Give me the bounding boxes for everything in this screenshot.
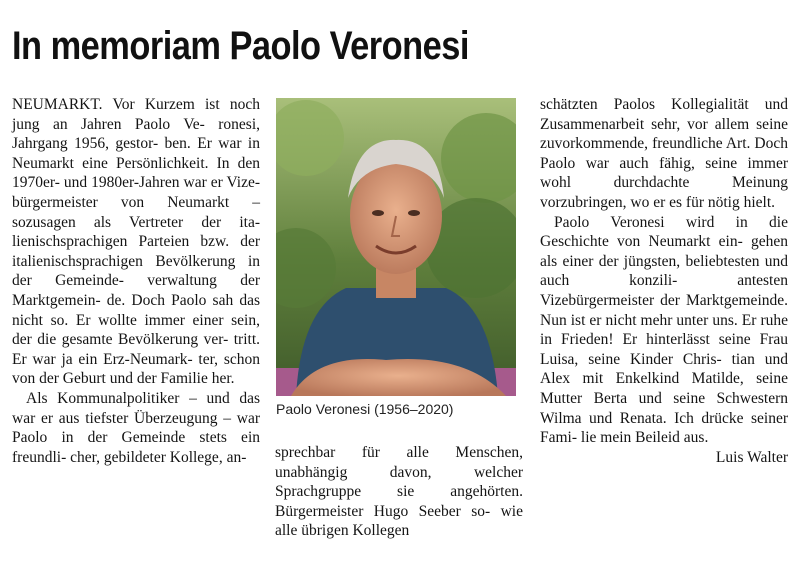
photo-caption: Paolo Veronesi (1956–2020) bbox=[276, 401, 454, 417]
article-paragraph: sprechbar für alle Menschen, unabhängig davon, welcher Sprachgruppe sie angehörten. Bürgermeister Hugo Seeber so- wie alle übrigen Kollegen bbox=[275, 444, 523, 540]
article-paragraph: Als Kommunalpolitiker – und das war er aus tiefster Überzeugung – war Paolo in der Gemeinde stets ein freundli- cher, gebildeter Kollege, an- bbox=[12, 389, 260, 466]
portrait-photo-illustration bbox=[276, 98, 516, 396]
article-headline: In memoriam Paolo Veronesi bbox=[12, 24, 469, 68]
portrait-photo bbox=[276, 98, 516, 396]
article-paragraph: Paolo Veronesi wird in die Geschichte von Neumarkt ein- gehen als einer der jüngsten, beliebtesten und auch konzili- antesten Vizebürgermeister der Marktgemeinde. Nun ist er nicht mehr unter uns. Er ruhe in Frieden! Er hinterlässt seine Frau Luisa, seine Kinder Chris- tian und Alex mit Enkelkind Matilde, seine Mutter Berta und seine Schwestern Wilma und Renata. Ich drücke seiner Fami- lie mein Beileid aus. bbox=[540, 213, 788, 447]
article-paragraph: schätzten Paolos Kollegialität und Zusammenarbeit sehr, vor allem seine zuvorkommende, freundliche Art. Doch Paolo war auch fähig, seine immer wohl durchdachte Meinung vorzubringen, wo er es für nötig hielt. bbox=[540, 96, 788, 211]
article-paragraph: NEUMARKT. Vor Kurzem ist noch jung an Jahren Paolo Ve- ronesi, Jahrgang 1956, gestor- ben. Er war in Neumarkt eine Persönlichkeit. In den 1970er- und 1980er-Jahren war er Vize- bürgermeister von Neumarkt – sozusagen als Vertreter der ita- lienischsprachigen Parteien bzw. der italienischsprachigen Bevölkerung in der Gemeinde- verwaltung der Marktgemein- de. Doch Paolo sah das nicht so. Er wollte immer einer sein, der die gesamte Bevölkerung ver- tritt. Er war ja ein Erz-Neumark- ter, schon von der Geburt und der Familie her. bbox=[12, 96, 260, 388]
article-author: Luis Walter bbox=[715, 448, 788, 466]
article-column-1 bbox=[12, 95, 260, 467]
article-column-3 bbox=[540, 95, 788, 467]
article-column-2 bbox=[275, 443, 523, 541]
